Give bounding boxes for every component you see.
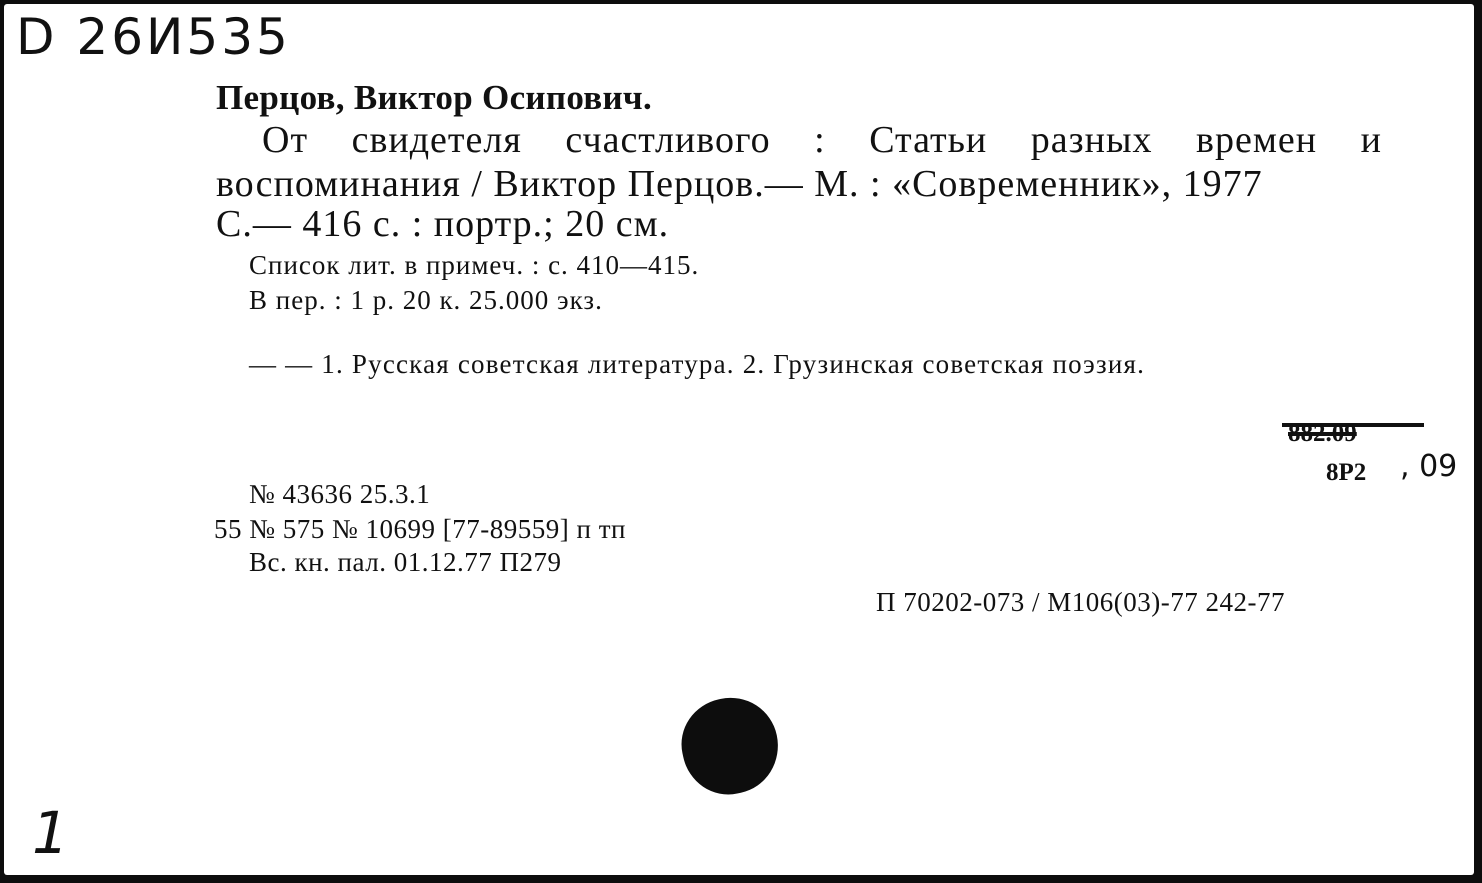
title-word: От <box>262 119 309 161</box>
shelf-mark-old: 882.09 <box>1288 420 1357 447</box>
title-word: Статьи <box>869 119 988 161</box>
subject-headings: — — 1. Русская советская литература. 2. Грузинская советская поэзия. <box>249 349 1146 379</box>
title-word: разных <box>1030 119 1153 161</box>
price-note: В пер. : 1 р. 20 к. 25.000 экз. <box>249 285 603 315</box>
catalog-card <box>4 4 1474 875</box>
title-line-2: воспоминания / Виктор Перцов.— М. : «Современник», 1977 <box>216 163 1263 205</box>
title-word: свидетеля <box>351 119 522 161</box>
author-heading: Перцов, Виктор Осипович. <box>216 78 653 117</box>
collation-line: С.— 416 с. : портр.; 20 см. <box>216 203 670 245</box>
title-line-1 <box>262 118 1382 162</box>
registration-line-2: 55 № 575 № 10699 [77-89559] п тп <box>214 514 626 544</box>
registration-line-1: № 43636 25.3.1 <box>249 479 431 509</box>
title-word: и <box>1360 119 1382 161</box>
title-word: времен <box>1196 119 1318 161</box>
publisher-index-code: П 70202-073 / М106(03)-77 242-77 <box>876 587 1285 617</box>
shelf-mark-new: 8Р2 <box>1326 459 1367 486</box>
registration-line-3: Вс. кн. пал. 01.12.77 П279 <box>249 547 562 577</box>
title-word: счастливого <box>565 119 771 161</box>
title-word: : <box>814 119 826 161</box>
shelf-mark-handwritten-suffix: , 09 <box>1400 449 1458 484</box>
bibliography-note: Список лит. в примеч. : с. 410—415. <box>249 250 700 280</box>
handwritten-mark: 1 <box>32 799 69 867</box>
handwritten-call-number: D 26И535 <box>16 8 291 66</box>
punch-hole <box>673 689 787 803</box>
